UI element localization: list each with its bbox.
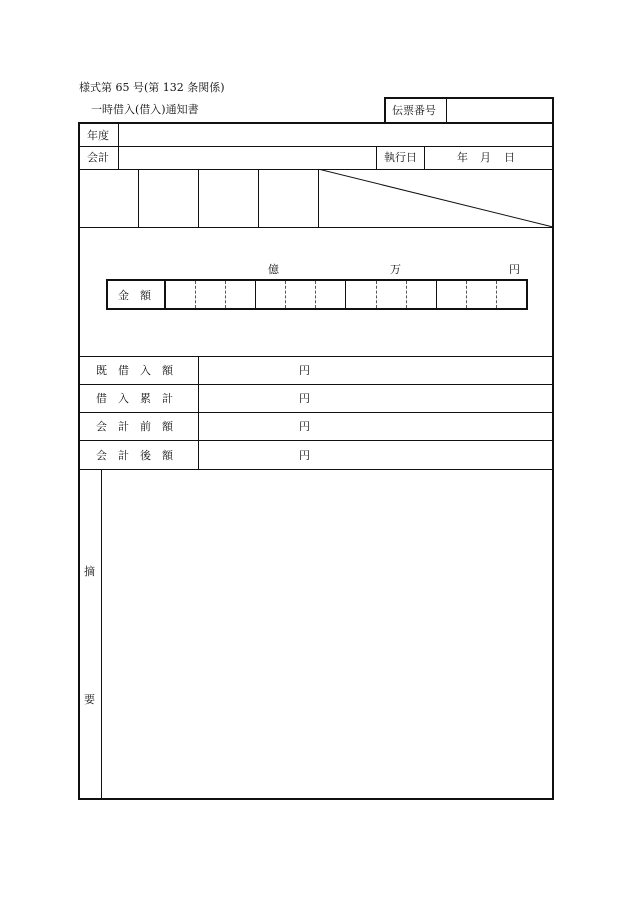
- execution-date-day: 日: [504, 151, 515, 164]
- summary-row-unit: 円: [299, 449, 310, 462]
- execution-date-label: 執行日: [384, 151, 417, 164]
- summary-row-field[interactable]: [202, 359, 292, 381]
- form-number: 様式第 65 号(第 132 条関係): [79, 81, 225, 94]
- stamp-cell-4[interactable]: [260, 171, 316, 225]
- amount-label: 金 額: [118, 289, 151, 302]
- voucher-label: 伝票番号: [392, 104, 436, 117]
- form-title: 一時借入(借入)通知書: [91, 103, 199, 116]
- execution-date-month: 月: [480, 151, 491, 164]
- stamp-cell-3[interactable]: [200, 171, 256, 225]
- remarks-field[interactable]: [104, 472, 550, 796]
- summary-row-field[interactable]: [202, 387, 292, 409]
- remarks-label-char1: 摘: [84, 565, 95, 578]
- summary-row-label: 会 計 前 額: [96, 420, 173, 433]
- summary-row-field[interactable]: [202, 444, 292, 466]
- stamp-cell-1[interactable]: [80, 171, 136, 225]
- amount-digit-field[interactable]: [166, 281, 526, 308]
- summary-row-label: 既 借 入 額: [96, 364, 173, 377]
- fiscal-year-label: 年度: [87, 129, 109, 142]
- summary-row-label: 会 計 後 額: [96, 449, 173, 462]
- remarks-label-char2: 要: [84, 693, 95, 706]
- accounting-field[interactable]: [122, 149, 372, 167]
- unit-yen: 円: [509, 263, 520, 276]
- unit-man: 万: [390, 263, 401, 276]
- summary-row-field[interactable]: [202, 415, 292, 437]
- fiscal-year-field[interactable]: [122, 126, 550, 144]
- diagonal-line: [318, 169, 554, 228]
- summary-row-unit: 円: [299, 420, 310, 433]
- accounting-label: 会計: [87, 151, 109, 164]
- summary-row-unit: 円: [299, 392, 310, 405]
- summary-row-unit: 円: [299, 364, 310, 377]
- voucher-number-field[interactable]: [454, 105, 546, 119]
- stamp-cell-2[interactable]: [140, 171, 196, 225]
- unit-oku: 億: [268, 263, 279, 276]
- execution-date-year: 年: [457, 151, 468, 164]
- summary-row-label: 借 入 累 計: [96, 392, 173, 405]
